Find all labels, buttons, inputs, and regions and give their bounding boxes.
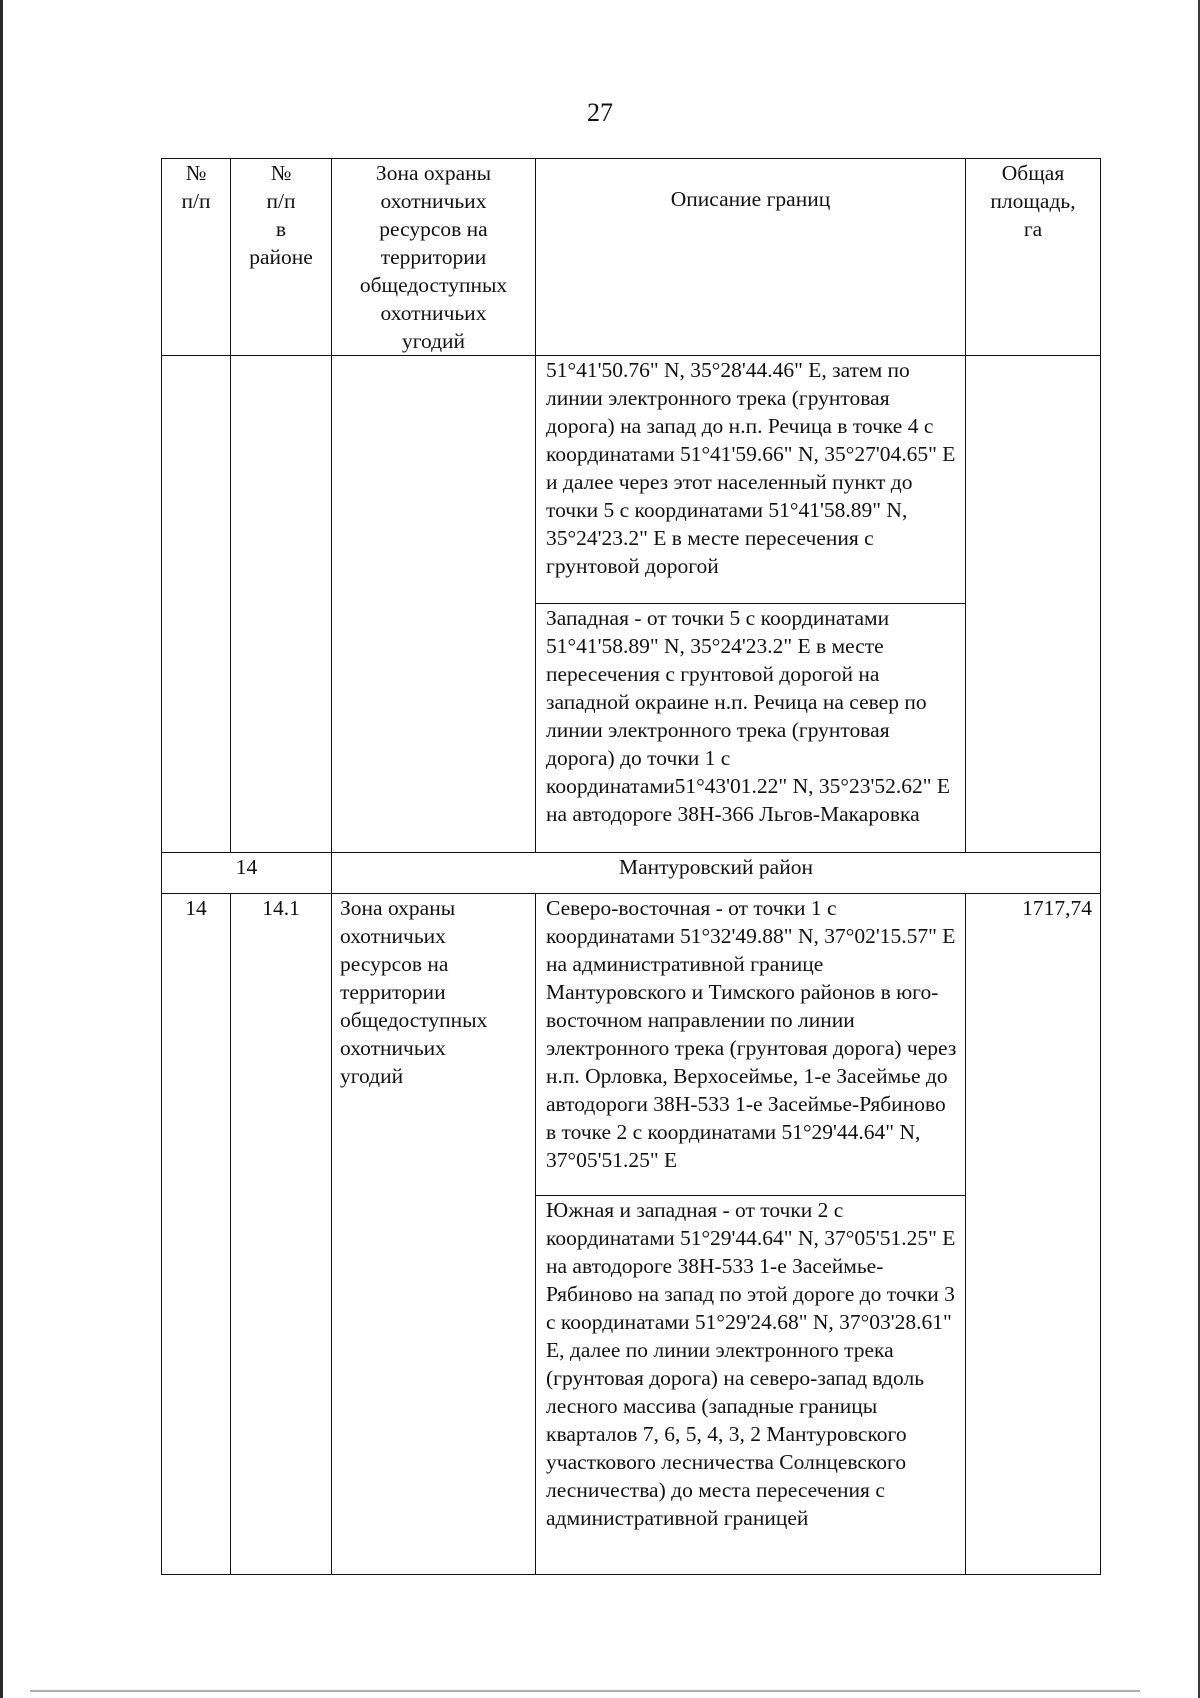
table-header-row <box>162 159 1101 356</box>
boundaries-table <box>161 158 1101 1575</box>
entry-number: 14 <box>162 894 231 1575</box>
cell-empty <box>966 356 1101 853</box>
scan-bottom-line <box>30 1690 1140 1692</box>
district-row <box>162 853 1101 894</box>
boundary-description: Западная - от точки 5 с координатами 51°41'58.89" N, 35°24'23.2" E в месте пересечения с грунтовой дорогой на западной окраине н.п. Речица на север по линии электронного трека (грунтовая дорога) до точки 1 с координатами51°43'01.22" N, 35°23'52.62" E на автодороге 38Н-366 Льгов-Макаровка <box>536 604 966 853</box>
entry-area: 1717,74 <box>966 894 1101 1575</box>
cell-empty <box>332 356 536 853</box>
scan-edge-left <box>0 0 3 1698</box>
boundary-description: 51°41'50.76" N, 35°28'44.46" E, затем по линии электронного трека (грунтовая дорога) на запад до н.п. Речица в точке 4 с координатами 51°41'59.66" N, 35°27'04.65" E и далее через этот населенный пункт до точки 5 с координатами 51°41'58.89" N, 35°24'23.2" E в месте пересечения с грунтовой дорогой <box>536 356 966 604</box>
boundary-description: Северо-восточная - от точки 1 с координатами 51°32'49.88" N, 37°02'15.57" E на административной границе Мантуровского и Тимского районов в юго-восточном направлении по линии электронного трека (грунтовая дорога) через н.п. Орловка, Верхосеймье, 1-е Засеймье до автодороги 38Н-533 1-е Засеймье-Рябиново в точке 2 с координатами 51°29'44.64" N, 37°05'51.25" E <box>536 894 966 1196</box>
cell-empty <box>162 356 231 853</box>
header-district-number: № п/п в районе <box>231 159 332 356</box>
page-number: 27 <box>587 98 613 127</box>
header-zone: Зона охраны охотничьих ресурсов на территории общедоступных охотничьих угодий <box>332 159 536 356</box>
cell-empty <box>231 356 332 853</box>
header-description: Описание границ <box>536 159 966 356</box>
header-number: № п/п <box>162 159 231 356</box>
entry-zone: Зона охраны охотничьих ресурсов на территории общедоступных охотничьих угодий <box>332 894 536 1575</box>
entry-district-number: 14.1 <box>231 894 332 1575</box>
district-number: 14 <box>162 853 332 894</box>
table-row <box>162 894 1101 1196</box>
table-row <box>162 356 1101 604</box>
district-name: Мантуровский район <box>332 853 1101 894</box>
header-area: Общая площадь, га <box>966 159 1101 356</box>
boundary-description: Южная и западная - от точки 2 с координатами 51°29'44.64" N, 37°05'51.25" E на автодороге 38Н-533 1-е Засеймье-Рябиново на запад по этой дороге до точки 3 с координатами 51°29'24.68" N, 37°03'28.61" E, далее по линии электронного трека (грунтовая дорога) на северо-запад вдоль лесного массива (западные границы кварталов 7, 6, 5, 4, 3, 2 Мантуровского участкового лесничества Солнцевского лесничества) до места пересечения с административной границей <box>536 1196 966 1575</box>
